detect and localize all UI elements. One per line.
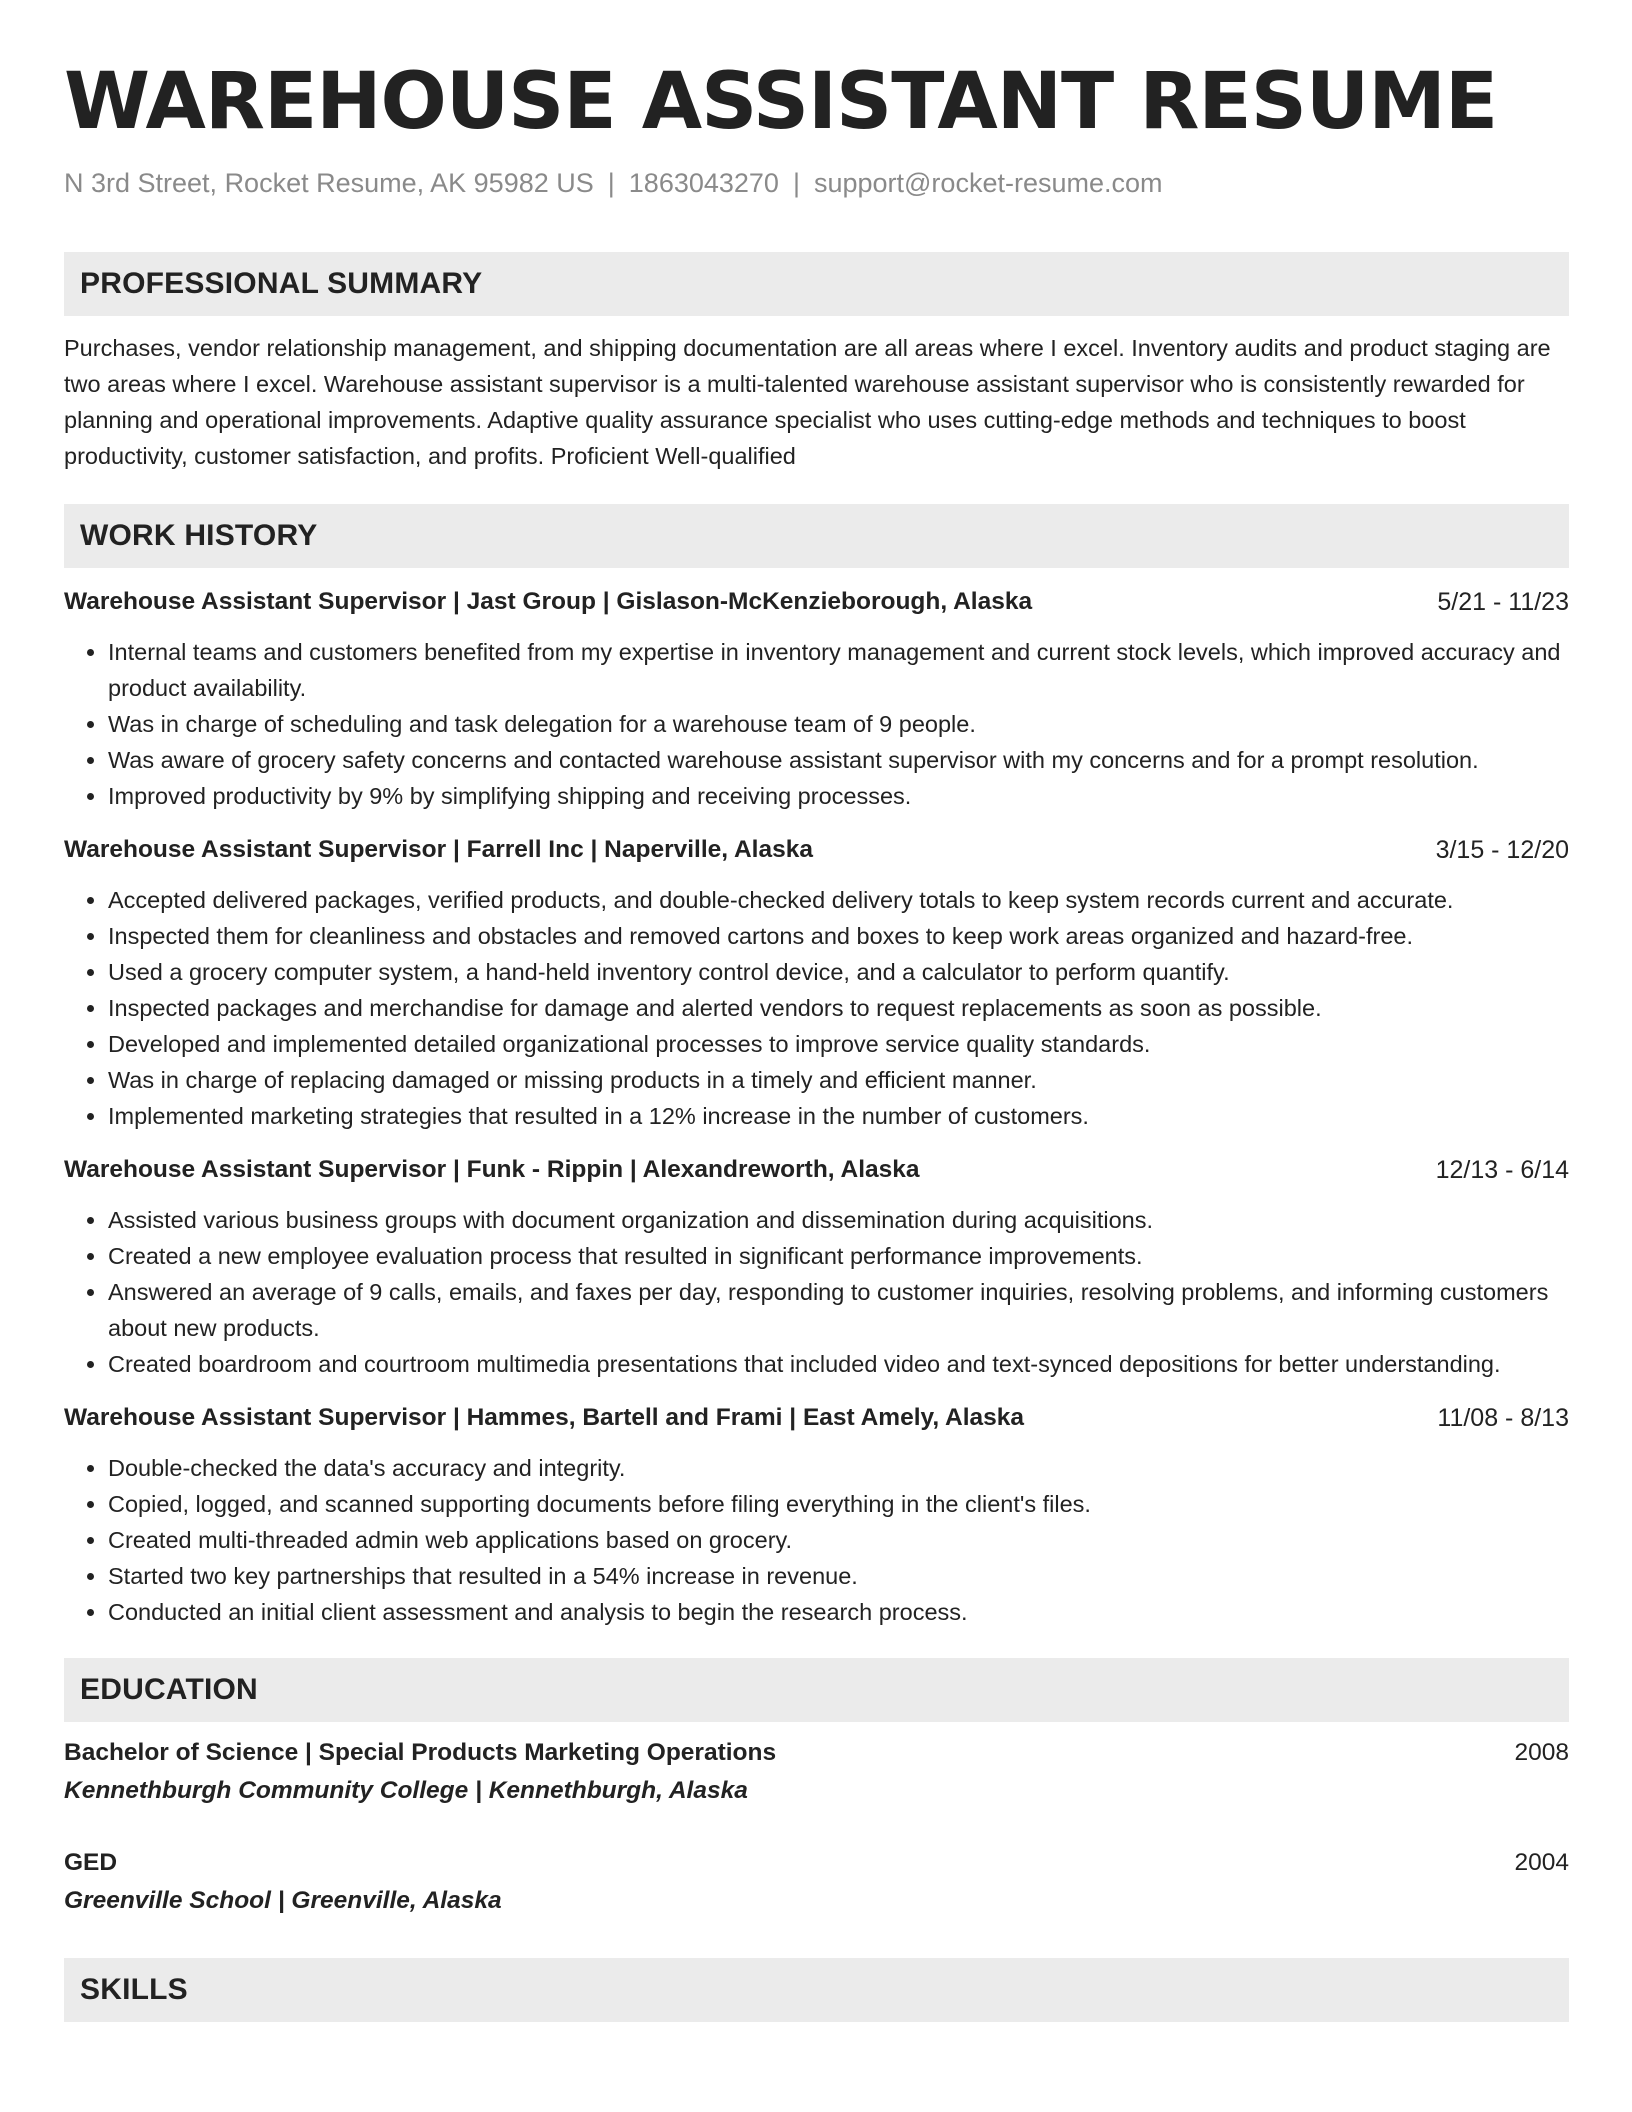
job-dates: 11/08 - 8/13	[1437, 1404, 1569, 1432]
job-bullet: • Double-checked the data's accuracy and integrity.	[108, 1450, 1569, 1486]
job-bullet: • Was aware of grocery safety concerns and contacted warehouse assistant supervisor with my concerns and for a prompt resolution.	[108, 742, 1569, 778]
job-header	[64, 832, 1569, 868]
work-history-heading: WORK HISTORY	[64, 504, 1569, 568]
job-dates: 12/13 - 6/14	[1435, 1156, 1569, 1184]
education-degree: GED	[64, 1849, 118, 1876]
job-bullet: • Conducted an initial client assessment and analysis to begin the research process.	[108, 1594, 1569, 1630]
education-school: Kennethburgh Community College | Kennethburgh, Alaska	[64, 1777, 748, 1804]
job-title: Warehouse Assistant Supervisor | Farrell Inc | Naperville, Alaska	[64, 836, 813, 863]
job-dates: 3/15 - 12/20	[1435, 836, 1569, 864]
job-bullet: • Created a new employee evaluation process that resulted in significant performance improvements.	[108, 1238, 1569, 1274]
job-bullet-list	[64, 882, 1569, 1134]
summary-heading: PROFESSIONAL SUMMARY	[64, 252, 1569, 316]
job-title: Warehouse Assistant Supervisor | Hammes, Bartell and Frami | East Amely, Alaska	[64, 1404, 1025, 1431]
job-bullet: • Inspected packages and merchandise for damage and alerted vendors to request replacements as soon as possible.	[108, 990, 1569, 1026]
resume-title: WAREHOUSE ASSISTANT RESUME	[64, 57, 1498, 147]
job-title: Warehouse Assistant Supervisor | Funk - Rippin | Alexandreworth, Alaska	[64, 1156, 920, 1183]
job-bullet: • Was in charge of scheduling and task delegation for a warehouse team of 9 people.	[108, 706, 1569, 742]
job-entry	[64, 1152, 1569, 1382]
job-bullet: • Implemented marketing strategies that resulted in a 12% increase in the number of customers.	[108, 1098, 1569, 1134]
education-entry	[64, 1734, 1569, 1810]
contact-phone: 1863043270	[628, 168, 779, 198]
job-bullet-list	[64, 634, 1569, 814]
job-bullet: • Copied, logged, and scanned supporting documents before filing everything in the client's files.	[108, 1486, 1569, 1522]
education-list	[64, 1734, 1569, 1920]
skills-heading: SKILLS	[64, 1958, 1569, 2022]
job-bullet: • Inspected them for cleanliness and obstacles and removed cartons and boxes to keep work areas organized and hazard-free.	[108, 918, 1569, 954]
job-bullet-list	[64, 1450, 1569, 1630]
job-bullet: • Improved productivity by 9% by simplifying shipping and receiving processes.	[108, 778, 1569, 814]
job-bullet: • Assisted various business groups with document organization and dissemination during acquisitions.	[108, 1202, 1569, 1238]
job-dates: 5/21 - 11/23	[1437, 588, 1569, 616]
contact-separator: |	[607, 168, 615, 198]
summary-text: Purchases, vendor relationship management, and shipping documentation are all areas where I excel. Inventory audits and product staging are two areas where I excel. Warehouse assistant supervisor is a multi-talented warehouse assistant supervisor who is consistently rewarded for planning and operational improvements. Adaptive quality assurance specialist who uses cutting-edge methods and techniques to boost productivity, customer satisfaction, and profits. Proficient Well-qualified	[64, 335, 1551, 469]
job-bullet: • Developed and implemented detailed organizational processes to improve service quality standards.	[108, 1026, 1569, 1062]
job-header	[64, 1152, 1569, 1188]
job-header	[64, 1400, 1569, 1436]
job-bullet: • Was in charge of replacing damaged or missing products in a timely and efficient manner.	[108, 1062, 1569, 1098]
job-bullet: • Started two key partnerships that resulted in a 54% increase in revenue.	[108, 1558, 1569, 1594]
education-header	[64, 1734, 1569, 1772]
job-bullet: • Created boardroom and courtroom multimedia presentations that included video and text-synced depositions for better understanding.	[108, 1346, 1569, 1382]
job-bullet: • Used a grocery computer system, a hand-held inventory control device, and a calculator to perform quantify.	[108, 954, 1569, 990]
education-year: 2008	[1514, 1739, 1569, 1766]
education-degree: Bachelor of Science | Special Products Marketing Operations	[64, 1739, 777, 1766]
job-entry	[64, 1400, 1569, 1630]
job-bullet: • Accepted delivered packages, verified products, and double-checked delivery totals to keep system records current and accurate.	[108, 882, 1569, 918]
education-heading: EDUCATION	[64, 1658, 1569, 1722]
job-bullet: • Created multi-threaded admin web applications based on grocery.	[108, 1522, 1569, 1558]
contact-separator: |	[792, 168, 800, 198]
education-entry	[64, 1844, 1569, 1920]
contact-address: N 3rd Street, Rocket Resume, AK 95982 US	[64, 168, 594, 198]
job-header	[64, 584, 1569, 620]
contact-email: support@rocket-resume.com	[813, 168, 1163, 198]
job-bullet: • Internal teams and customers benefited from my expertise in inventory management and current stock levels, which improved accuracy and product availability.	[108, 634, 1569, 706]
work-history-list	[64, 584, 1569, 1630]
job-entry	[64, 832, 1569, 1134]
job-bullet-list	[64, 1202, 1569, 1382]
job-bullet: • Answered an average of 9 calls, emails, and faxes per day, responding to customer inquiries, resolving problems, and informing customers about new products.	[108, 1274, 1569, 1346]
job-entry	[64, 584, 1569, 814]
job-title: Warehouse Assistant Supervisor | Jast Group | Gislason-McKenzieborough, Alaska	[64, 588, 1033, 615]
education-school: Greenville School | Greenville, Alaska	[64, 1887, 502, 1914]
contact-line	[64, 164, 1569, 202]
education-header	[64, 1844, 1569, 1882]
education-year: 2004	[1514, 1849, 1569, 1876]
